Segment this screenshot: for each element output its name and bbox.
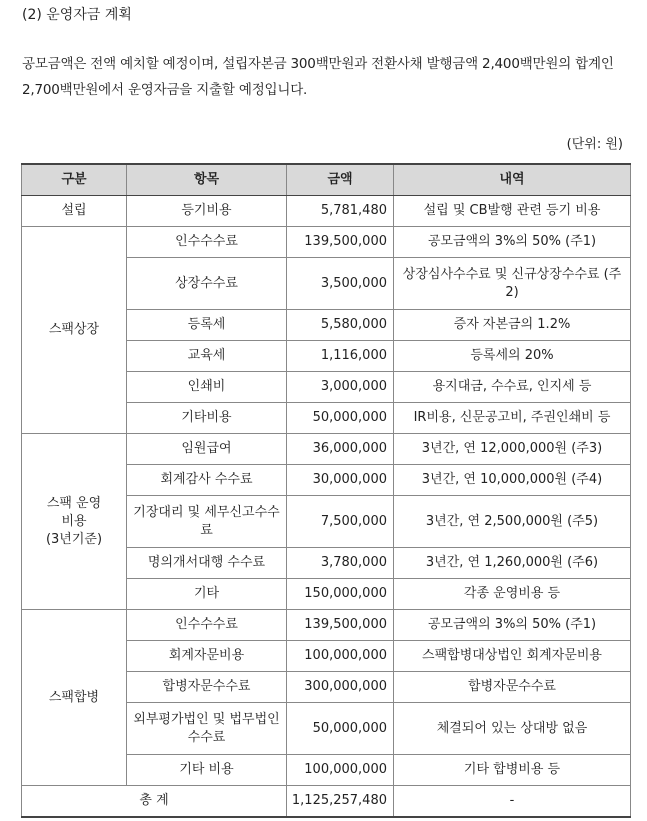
- row-item: 인수수수료: [127, 227, 287, 258]
- row-detail: 공모금액의 3%의 50% (주1): [394, 610, 631, 641]
- total-amount: 1,125,257,480: [287, 786, 394, 817]
- row-detail: 3년간, 연 2,500,000원 (주5): [394, 496, 631, 548]
- row-item: 임원급여: [127, 434, 287, 465]
- row-amount: 300,000,000: [287, 672, 394, 703]
- table-row: [22, 227, 631, 258]
- row-detail: 각종 운영비용 등: [394, 579, 631, 610]
- row-amount: 5,580,000: [287, 310, 394, 341]
- group-label-line: 비용: [61, 513, 87, 529]
- row-item: 인쇄비: [127, 372, 287, 403]
- row-detail: 증자 자본금의 1.2%: [394, 310, 631, 341]
- row-detail: 3년간, 연 12,000,000원 (주3): [394, 434, 631, 465]
- operating-fund-table: [21, 163, 631, 818]
- row-item: 교육세: [127, 341, 287, 372]
- row-amount: 50,000,000: [287, 403, 394, 434]
- total-detail: -: [394, 786, 631, 817]
- row-detail: 공모금액의 3%의 50% (주1): [394, 227, 631, 258]
- row-item: 회계감사 수수료: [127, 465, 287, 496]
- row-item: 등기비용: [127, 196, 287, 227]
- group-establishment: 설립: [22, 196, 127, 227]
- row-amount: 30,000,000: [287, 465, 394, 496]
- table-row: [22, 196, 631, 227]
- row-detail: 3년간, 연 10,000,000원 (주4): [394, 465, 631, 496]
- row-amount: 100,000,000: [287, 755, 394, 786]
- table-row: [22, 434, 631, 465]
- row-amount: 5,781,480: [287, 196, 394, 227]
- row-item: 기타비용: [127, 403, 287, 434]
- intro-paragraph: 공모금액은 전액 예치할 예정이며, 설립자본금 300백만원과 전환사채 발행금액 2,400백만원의 합계인 2,700백만원에서 운영자금을 지출할 예정입니다.: [22, 56, 614, 98]
- row-amount: 1,116,000: [287, 341, 394, 372]
- row-amount: 50,000,000: [287, 703, 394, 755]
- header-amount: 금액: [287, 164, 394, 196]
- group-label-line: 스팩 운영: [46, 495, 102, 511]
- row-amount: 139,500,000: [287, 227, 394, 258]
- row-detail: 설립 및 CB발행 관련 등기 비용: [394, 196, 631, 227]
- row-item: 인수수수료: [127, 610, 287, 641]
- header-detail: 내역: [394, 164, 631, 196]
- group-spac-merger: 스팩합병: [22, 610, 127, 786]
- row-amount: 7,500,000: [287, 496, 394, 548]
- header-category: 구분: [22, 164, 127, 196]
- row-amount: 139,500,000: [287, 610, 394, 641]
- row-item: 합병자문수수료: [127, 672, 287, 703]
- group-spac-listing: 스팩상장: [22, 227, 127, 434]
- row-item: 기장대리 및 세무신고수수료: [127, 496, 287, 548]
- table-header-row: [22, 164, 631, 196]
- row-detail: 용지대금, 수수료, 인지세 등: [394, 372, 631, 403]
- row-item: 등록세: [127, 310, 287, 341]
- row-item: 명의개서대행 수수료: [127, 548, 287, 579]
- section-title: (2) 운영자금 계획: [22, 7, 132, 23]
- group-spac-operation: [22, 434, 127, 610]
- row-item: 기타: [127, 579, 287, 610]
- row-item: 상장수수료: [127, 258, 287, 310]
- row-amount: 3,500,000: [287, 258, 394, 310]
- row-detail: 3년간, 연 1,260,000원 (주6): [394, 548, 631, 579]
- row-item: 회계자문비용: [127, 641, 287, 672]
- group-label-line: (3년기준): [45, 531, 103, 547]
- row-detail: 등록세의 20%: [394, 341, 631, 372]
- row-detail: 스팩합병대상법인 회계자문비용: [394, 641, 631, 672]
- total-label: 총 계: [22, 786, 287, 817]
- table-row: [22, 610, 631, 641]
- row-amount: 36,000,000: [287, 434, 394, 465]
- row-amount: 3,000,000: [287, 372, 394, 403]
- unit-note: (단위: 원): [566, 137, 623, 152]
- row-detail: 체결되어 있는 상대방 없음: [394, 703, 631, 755]
- total-row: [22, 786, 631, 817]
- row-detail: 기타 합병비용 등: [394, 755, 631, 786]
- row-item: 기타 비용: [127, 755, 287, 786]
- header-item: 항목: [127, 164, 287, 196]
- row-amount: 100,000,000: [287, 641, 394, 672]
- row-amount: 3,780,000: [287, 548, 394, 579]
- row-amount: 150,000,000: [287, 579, 394, 610]
- row-detail: IR비용, 신문공고비, 주권인쇄비 등: [394, 403, 631, 434]
- row-detail: 상장심사수수료 및 신규상장수수료 (주2): [394, 258, 631, 310]
- row-detail: 합병자문수수료: [394, 672, 631, 703]
- row-item: 외부평가법인 및 법무법인수수료: [127, 703, 287, 755]
